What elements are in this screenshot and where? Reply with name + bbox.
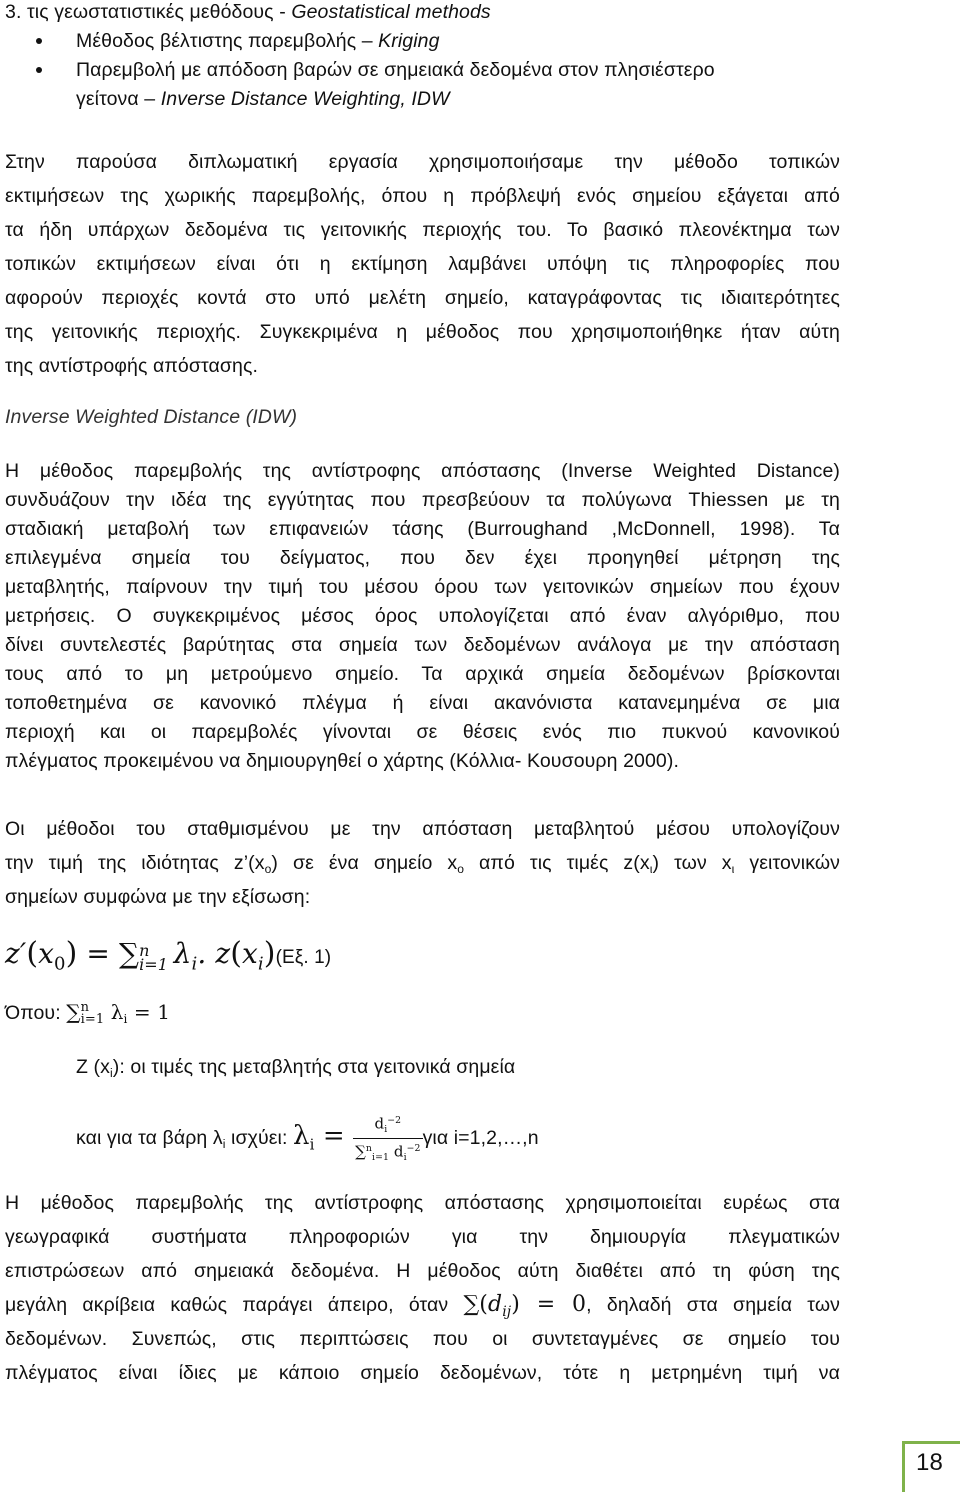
weights-formula: και για τα βάρη $\lambda_i$ ισχύει: $\lambda_i$ = $\frac{d_i^{-2}}{\sum^n_{i=1} d_i^{-2}}$ για i=1,2,…,n <box>76 1106 539 1166</box>
bullet-dot <box>36 67 42 73</box>
paragraph-idw-usage: Η μέθοδος παρεμβολής της αντίστροφης απόστασης χρησιμοποιείται ευρέως στα γεωγραφικά συστήματα πληροφοριών για την δημιουργία πλεγματικών επιστρώσεων από σημειακά δεδομένα. Η μέθοδος αύτη διαθέτει από τη φύση της μεγάλη ακρίβεια καθώς παράγει άπειρο, όταν $\sum(d_{ij}) = 0$, δηλαδή στα σημεία των δεδομένων. Συνεπώς, στις περιπτώσεις που οι συντεταγμένες σε σημείο του πλέγματος είναι ίδιες με κάποιο σημείο δεδομένων, τότε η μετρημένη τιμή να <box>5 1192 840 1384</box>
heading-text: 3. τις γεωστατιστικές μεθόδους - <box>5 1 292 23</box>
paragraph-intro: Στην παρούσα διπλωματική εργασία χρησιμοποιήσαμε την μέθοδο τοπικών εκτιμήσεων της χωρικής παρεμβολής, όπου η πρόβλεψή ενός σημείου εξάγεται από τα ήδη υπάρχων δεδομένα τις γειτονικής περιοχής του. Το βασικό πλεονέκτημα των τοπικών εκτιμήσεων είναι ότι η εκτίμηση λαμβάνει υπόψη τις πληροφορίες που αφορούν περιοχές κοντά στο υπό μελέτη σημείο, καταγράφοντας τις ιδιαιτερότητες της γειτονικής περιοχής. Συγκεκριμένα η μέθοδος που χρησιμοποιήθηκε ήταν αύτη της αντίστροφής απόστασης. <box>5 151 840 377</box>
z-definition: Z $(x_i)$: οι τιμές της μεταβλητής στα γειτονικά σημεία <box>76 1056 516 1081</box>
equation-1: z′(x0) = ∑ n i=1 λi. z(xi)(Εξ. 1) <box>5 936 332 975</box>
para3-line2: την τιμή της ιδιότητας $z’(x_o)$ σε ένα σημείο $x_o$ από τις τιμές $z(x_\iota)$ των $x_\iota$ γειτονικών <box>5 852 841 877</box>
page-number: 18 <box>916 1449 943 1476</box>
bullet-dot <box>36 38 42 44</box>
equation-where: Όπου: ∑ n i=1 $\lambda_i = 1$ <box>5 999 171 1027</box>
bullet-item-idw-line2: γείτονα – Inverse Distance Weighting, IDW <box>76 88 450 110</box>
para4-line4: μεγάλη ακρίβεια καθώς παράγει άπειρο, όταν $\sum(d_{ij}) = 0$, δηλαδή στα σημεία των <box>5 1292 840 1320</box>
section-heading <box>5 0 491 27</box>
weights-fraction: $\frac{d_i^{-2}}{\sum^n_{i=1} d_i^{-2}}$ <box>353 1111 422 1168</box>
subheading-idw: Inverse Weighted Distance (IDW) <box>5 406 298 428</box>
heading-italic: Geostatistical methods <box>291 1 491 23</box>
bullet-item-kriging: Μέθοδος βέλτιστης παρεμβολής – Kriging <box>76 30 440 52</box>
paragraph-weighted-mean: Οι μέθοδοι του σταθμισμένου με την απόσταση μεταβλητού μέσου υπολογίζουν την τιμή της ιδιότητας $z’(x_o)$ σε ένα σημείο $x_o$ από τις τιμές $z(x_\iota)$ των $x_\iota$ γειτονικών σημείων συμφώνα με την εξίσωση: <box>5 818 841 908</box>
paragraph-idw-method: Η μέθοδος παρεμβολής της αντίστροφης απόστασης (Inverse Weighted Distance) συνδυάζουν την ιδέα της εγγύτητας που πρεσβεύουν τα πολύγωνα Thiessen με τη σταδιακή μεταβολή των επιφανειών τάσης (Burroughand ,McDonnell, 1998). Τα επιλεγμένα σημεία του δείγματος, που δεν έχει προηγηθεί μέτρηση της μεταβλητής, παίρνουν την τιμή του μέσου όρου των γειτονικών σημείων που έχουν μετρήσεις. Ο συγκεκριμένος μέσος όρος υπολογίζεται από έναν αλγόριθμο, που δίνει συντελεστές βαρύτητας στα σημεία των δεδομένων ανάλογα με την απόσταση τους από το μη μετρούμενο σημείο. Τα αρχικά σημεία δεδομένων βρίσκονται τοποθετημένα σε κανονικό πλέγμα ή είναι ακανόνιστα κατανεμημένα σε μια περιοχή και οι παρεμβολές γίνονται σε θέσεις ενός πιο πυκνού κανονικού πλέγματος προκειμένου να δημιουργηθεί ο χάρτης (Κόλλια- Κουσουρη 2000). <box>5 460 840 772</box>
bullet-item-idw: Παρεμβολή με απόδοση βαρών σε σημειακά δεδομένα στον πλησιέστερο <box>76 59 715 81</box>
